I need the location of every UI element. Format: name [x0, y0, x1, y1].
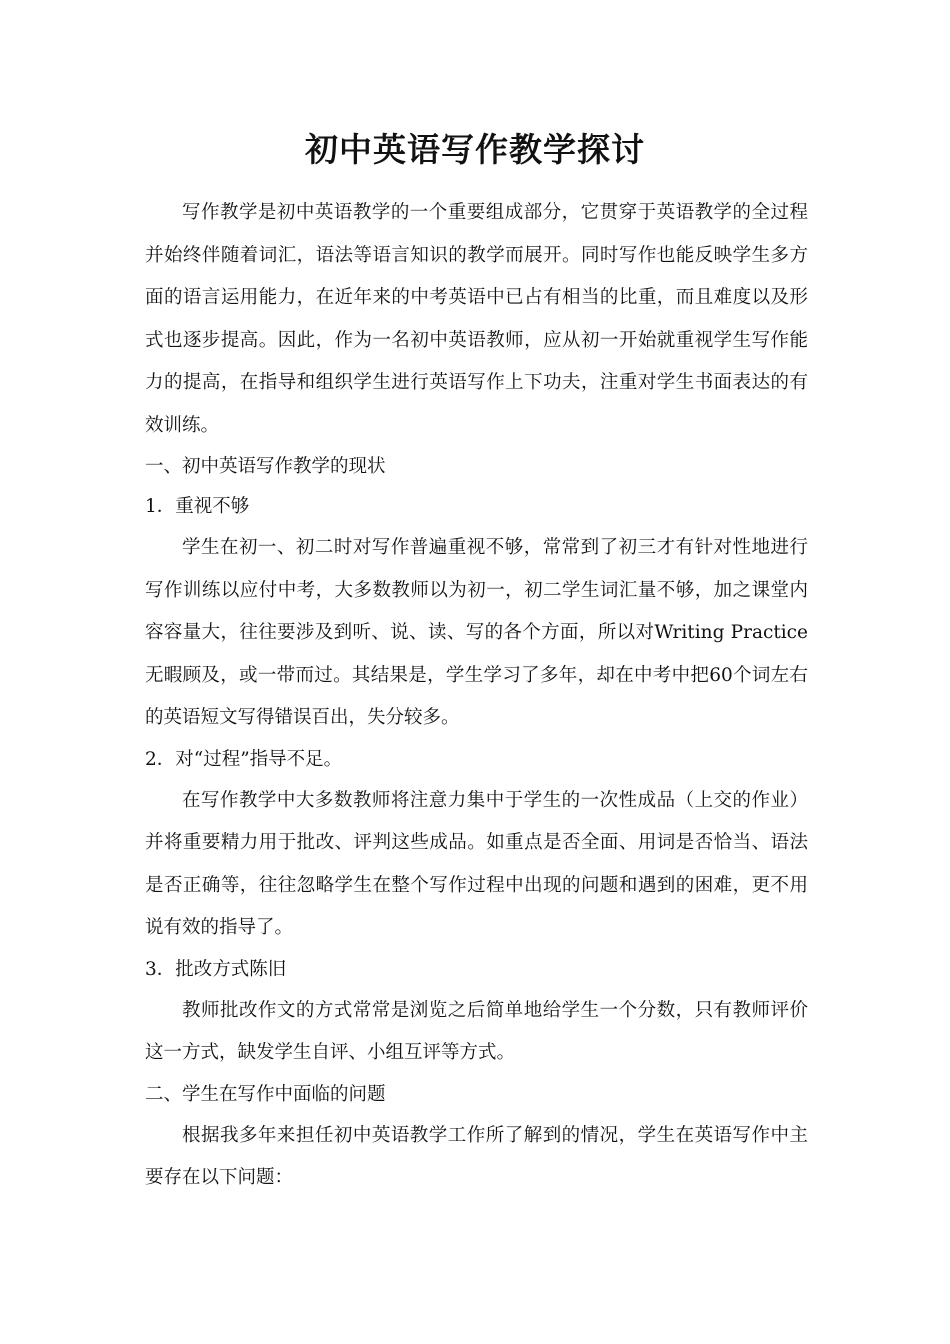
item-3-paragraph: 教师批改作文的方式常常是浏览之后简单地给学生一个分数，只有教师评价这一方式，缺发学生自评、小组互评等方式。	[145, 999, 808, 1063]
section-2-heading: 二、学生在写作中面临的问题	[145, 1083, 386, 1105]
document-title: 初中英语写作教学探讨	[305, 130, 645, 169]
item-2-paragraph: 在写作教学中大多数教师将注意力集中于学生的一次性成品（上交的作业）并将重要精力用于批改、评判这些成品。如重点是否全面、用词是否恰当、语法是否正确等，往往忽略学生在整个写作过程中出现的问题和遇到的困难，更不用说有效的指导了。	[145, 789, 808, 938]
section-2-paragraph: 根据我多年来担任初中英语教学工作所了解到的情况，学生在英语写作中主要存在以下问题：	[145, 1124, 808, 1188]
item-2-heading: 2．对“过程”指导不足。	[145, 748, 343, 770]
item-1-heading: 1．重视不够	[145, 496, 250, 517]
document-body	[145, 192, 808, 1200]
section-1-heading: 一、初中英语写作教学的现状	[145, 456, 386, 477]
item-1-paragraph: 学生在初一、初二时对写作普遍重视不够，常常到了初三才有针对性地进行写作训练以应付中考，大多数教师以为初一，初二学生词汇量不够，加之课堂内容容量大，往往要涉及到听、说、读、写的各个方面，所以对Writing Practice无暇顾及，或一带而过。其结果是，学生学习了多年，却在中考中把60个词左右的英语短文写得错误百出，失分较多。	[145, 537, 808, 728]
intro-paragraph: 写作教学是初中英语教学的一个重要组成部分，它贯穿于英语教学的全过程并始终伴随着词汇，语法等语言知识的教学而展开。同时写作也能反映学生多方面的语言运用能力，在近年来的中考英语中已占有相当的比重，而且难度以及形式也逐步提高。因此，作为一名初中英语教师，应从初一开始就重视学生写作能力的提高，在指导和组织学生进行英语写作上下功夫，注重对学生书面表达的有效训练。	[145, 202, 808, 436]
item-3-heading: 3．批改方式陈旧	[145, 958, 287, 980]
